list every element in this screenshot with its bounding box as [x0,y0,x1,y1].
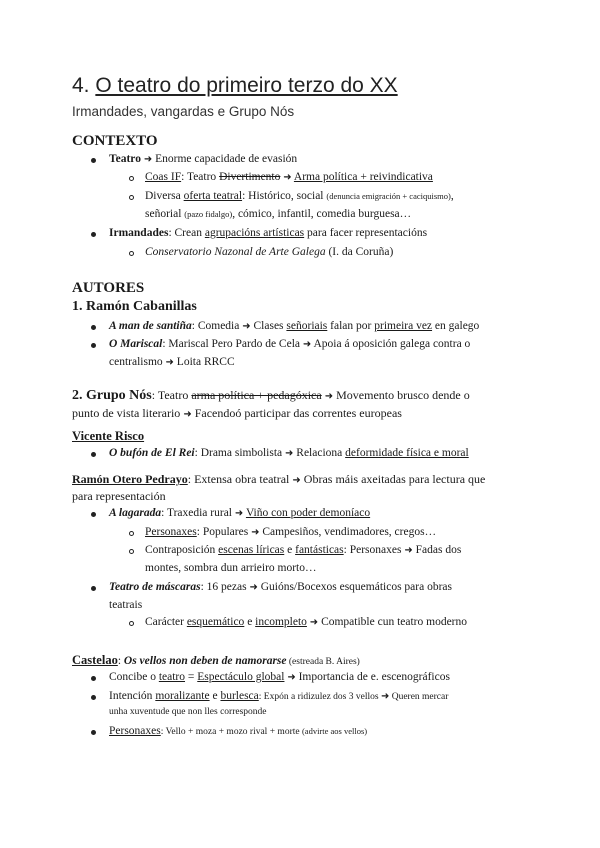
sub-bullet [129,195,134,200]
list-item-diversa-oferta: Diversa oferta teatral: Histórico, social (denuncia emigración + caciquismo), [145,190,454,202]
list-item-teatro-de-mascaras: Teatro de máscaras: 16 pezas ➜ Guións/Bocexos esquemáticos para obras [109,581,453,593]
heading-vicente-risco: Vicente Risco [72,429,145,443]
list-item-contraposicion: Contraposición escenas líricas e fantásticas: Personaxes ➜ Fadas dos [145,544,462,556]
paragraph-otero-pedrayo-cont: para representación [72,489,166,503]
list-item-a-man-de-santina: A man de santiña: Comedia ➜ Clases señoriais falan por primeira vez en galego [109,320,480,332]
list-item-contraposicion-cont: montes, sombra dun arrieiro morto… [145,562,317,574]
bullet [91,325,96,330]
list-item-intencion-cont: unha xuventude que non lles corresponde [109,707,267,717]
list-item-o-mariscal-cont: centralismo ➜ Loita RRCC [109,356,235,368]
section-heading-autores: AUTORES [72,280,145,296]
list-item-teatro: Teatro ➜ Enorme capacidade de evasión [109,153,298,165]
list-item-teatro-de-mascaras-cont: teatrais [109,599,143,611]
bullet [91,676,96,681]
list-item-diversa-oferta-cont: señorial (pazo fidalgo), cómico, infantil, comedia burguesa… [145,208,412,220]
paragraph-castelao: Castelao: Os vellos non deben de namorarse (estreada B. Aires) [72,653,360,667]
list-item-coas-if: Coas IF: Teatro Divertimento ➜ Arma política + reivindicativa [145,171,433,183]
bullet [91,586,96,591]
bullet [91,452,96,457]
sub-bullet [129,251,134,256]
list-item-concibe: Concibe o teatro = Espectáculo global ➜ Importancia de e. escenográficos [109,671,450,683]
page-subtitle: Irmandades, vangardas e Grupo Nós [72,104,295,119]
bullet [91,232,96,237]
page-title: 4. O teatro do primeiro terzo do XX [72,74,398,97]
paragraph-grupo-nos: 2. Grupo Nós: Teatro arma política + pedagóxica ➜ Movemento brusco dende o [72,388,470,403]
list-item-intencion: Intención moralizante e burlesca: Expón a ridizulez dos 3 vellos ➜ Queren mercar [109,690,449,702]
sub-bullet [129,621,134,626]
list-item-o-bufon: O bufón de El Rei: Drama simbolista ➜ Relaciona deformidade física e moral [109,447,469,459]
list-item-o-mariscal: O Mariscal: Mariscal Pero Pardo de Cela ➜ Apoia á oposición galega contra o [109,338,471,350]
bullet [91,343,96,348]
list-item-personaxes-castelao: Personaxes: Vello + moza + mozo rival + morte (advirte aos vellos) [109,725,368,737]
list-item-personaxes: Personaxes: Populares ➜ Campesiños, vendimadores, cregos… [145,526,437,538]
paragraph-otero-pedrayo: Ramón Otero Pedrayo: Extensa obra teatral ➜ Obras máis axeitadas para lectura que [72,472,486,486]
sub-bullet [129,549,134,554]
bullet [91,730,96,735]
bullet [91,158,96,163]
list-item-caracter: Carácter esquemático e incompleto ➜ Compatible cun teatro moderno [145,616,468,628]
heading-ramon-cabanillas: 1. Ramón Cabanillas [72,299,197,314]
paragraph-grupo-nos-cont: punto de vista literario ➜ Facendoó participar das correntes europeas [72,406,402,420]
sub-bullet [129,531,134,536]
sub-bullet [129,176,134,181]
bullet [91,695,96,700]
section-heading-contexto: CONTEXTO [72,133,158,149]
list-item-irmandades: Irmandades: Crean agrupacións artísticas para facer representacións [109,227,428,239]
bullet [91,512,96,517]
list-item-conservatorio: Conservatorio Nazonal de Arte Galega (I. da Coruña) [145,246,394,258]
list-item-a-lagarada: A lagarada: Traxedia rural ➜ Viño con poder demoníaco [109,507,371,519]
